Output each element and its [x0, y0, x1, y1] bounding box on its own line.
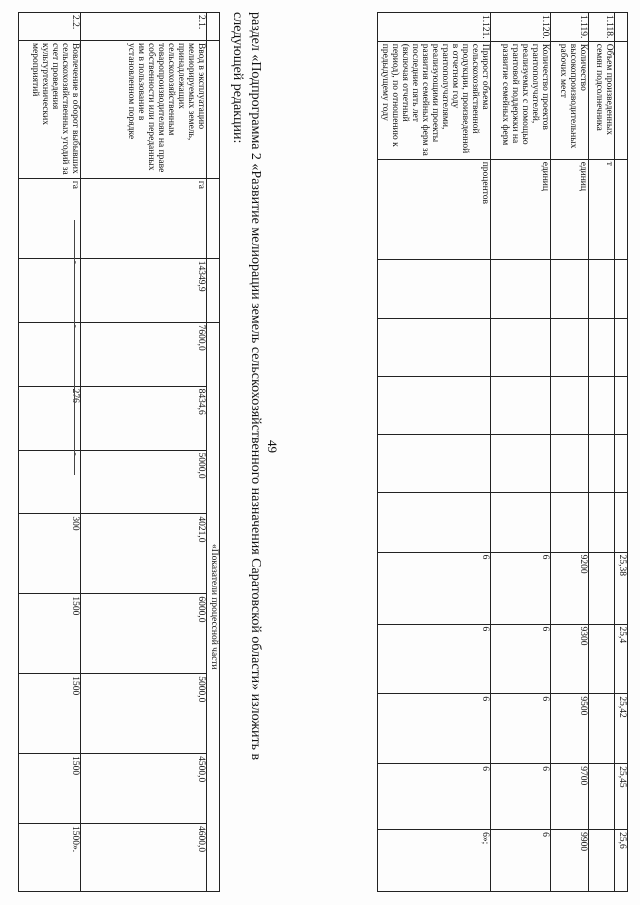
- value-cell: [589, 319, 615, 377]
- value-cell: [589, 764, 615, 830]
- value-cell: [589, 435, 615, 493]
- unit: единиц: [491, 159, 551, 259]
- value-cell: 6: [378, 624, 491, 694]
- section-header-row: [207, 13, 220, 892]
- value-cell: [589, 259, 615, 319]
- table-row: [491, 13, 551, 892]
- value-cell: [378, 259, 491, 319]
- divider-line: [74, 220, 75, 475]
- unit: процентов: [378, 159, 491, 259]
- value-cell: [491, 259, 551, 319]
- value-cell: 1500: [19, 674, 81, 754]
- bottom-table: [18, 12, 220, 892]
- row-number: 2.1.: [81, 13, 207, 41]
- year-header: 25,6: [615, 830, 628, 892]
- value-cell: 6: [378, 552, 491, 624]
- row-number: 1.121.: [378, 13, 491, 42]
- value-cell: 276: [19, 386, 81, 450]
- value-cell: 9200: [551, 552, 589, 624]
- indicator-name: Количество проектов грантополучателей, реализуемых с помощью грантовой поддержки на развитие семейных ферм: [491, 41, 551, 159]
- value-cell: 6: [491, 694, 551, 764]
- value-cell: [491, 377, 551, 435]
- year-header: 25,4: [615, 624, 628, 694]
- value-cell: 7600,0: [81, 322, 207, 386]
- value-cell: [491, 435, 551, 493]
- value-cell: 6000,0: [81, 594, 207, 674]
- value-cell: 9900: [551, 830, 589, 892]
- value-cell: [378, 319, 491, 377]
- value-cell: 1500».: [19, 824, 81, 892]
- table-row: [551, 13, 589, 892]
- value-cell: 8434,6: [81, 386, 207, 450]
- value-cell: 9500: [551, 694, 589, 764]
- indicator-name: Количество высокопроизводительных рабочих мест: [551, 41, 589, 159]
- indicator-name: Прирост объема сельскохозяйственной продукции, произведенной в отчетном году грантополучателями, реализующими проекты развития семейных ферм за последние пять лет (включая отчетный период), по отношению к предыдущему году: [378, 41, 491, 159]
- value-cell: 6: [491, 830, 551, 892]
- value-cell: [589, 552, 615, 624]
- value-cell: -: [19, 258, 81, 322]
- value-cell: [589, 624, 615, 694]
- indicator-name: Ввод в эксплуатацию мелиорируемых земель, принадлежащих сельскохозяйственным товаропроизводителям на праве собственности или переданных им в пользование в установленном порядке: [81, 40, 207, 178]
- value-cell: 4021,0: [81, 514, 207, 594]
- unit: т: [589, 159, 615, 259]
- unit: га: [19, 178, 81, 258]
- value-cell: -: [19, 450, 81, 514]
- value-cell: [551, 492, 589, 552]
- section-title: «Показатели процессной части: [207, 322, 220, 891]
- value-cell: 9700: [551, 764, 589, 830]
- indicator-name: Вовлечение в оборот выбывших сельскохозяйственных угодий за счет проведения культуртехнических мероприятий: [19, 40, 81, 178]
- value-cell: 5000,0: [81, 674, 207, 754]
- value-cell: 6: [491, 624, 551, 694]
- value-cell: 4500,0: [81, 754, 207, 824]
- value-cell: [491, 319, 551, 377]
- value-cell: [378, 435, 491, 493]
- table-row: [378, 13, 491, 892]
- value-cell: [551, 259, 589, 319]
- row-number: 2.2.: [19, 13, 81, 41]
- value-cell: 14349,9: [81, 258, 207, 322]
- unit: га: [81, 178, 207, 258]
- year-header: 25,42: [615, 694, 628, 764]
- value-cell: [589, 377, 615, 435]
- year-header-row: [615, 13, 628, 892]
- top-table: [377, 12, 628, 892]
- table-row: [81, 13, 207, 892]
- value-cell: 6: [491, 764, 551, 830]
- row-number: 1.118.: [589, 13, 615, 42]
- value-cell: 1500: [19, 754, 81, 824]
- body-paragraph: раздел «Подпрограмма 2 «Развитие мелиорации земель сельскохозяйственного назначения Саратовской области» изложить в следующей редакции:: [230, 12, 263, 761]
- value-cell: 1500: [19, 594, 81, 674]
- table-row: [19, 13, 81, 892]
- value-cell: 6: [378, 694, 491, 764]
- value-cell: 300: [19, 514, 81, 594]
- year-header: 25,45: [615, 764, 628, 830]
- value-cell: [378, 492, 491, 552]
- unit: единиц: [551, 159, 589, 259]
- year-header: 25,38: [615, 552, 628, 624]
- indicator-name: Объем произведенных семян подсолнечника: [589, 41, 615, 159]
- value-cell: 9300: [551, 624, 589, 694]
- row-number: 1.119.: [551, 13, 589, 42]
- value-cell: 5000,0: [81, 450, 207, 514]
- page-number: 49: [265, 440, 280, 453]
- table-row: [589, 13, 615, 892]
- value-cell: 6: [378, 764, 491, 830]
- value-cell: [551, 435, 589, 493]
- value-cell: [491, 492, 551, 552]
- value-cell: [589, 694, 615, 764]
- value-cell: -: [19, 322, 81, 386]
- value-cell: [589, 830, 615, 892]
- row-number: 1.120.: [491, 13, 551, 42]
- value-cell: 6: [491, 552, 551, 624]
- value-cell: [378, 377, 491, 435]
- value-cell: 6»;: [378, 830, 491, 892]
- value-cell: 4600,0: [81, 824, 207, 892]
- value-cell: [589, 492, 615, 552]
- value-cell: [551, 377, 589, 435]
- value-cell: [551, 319, 589, 377]
